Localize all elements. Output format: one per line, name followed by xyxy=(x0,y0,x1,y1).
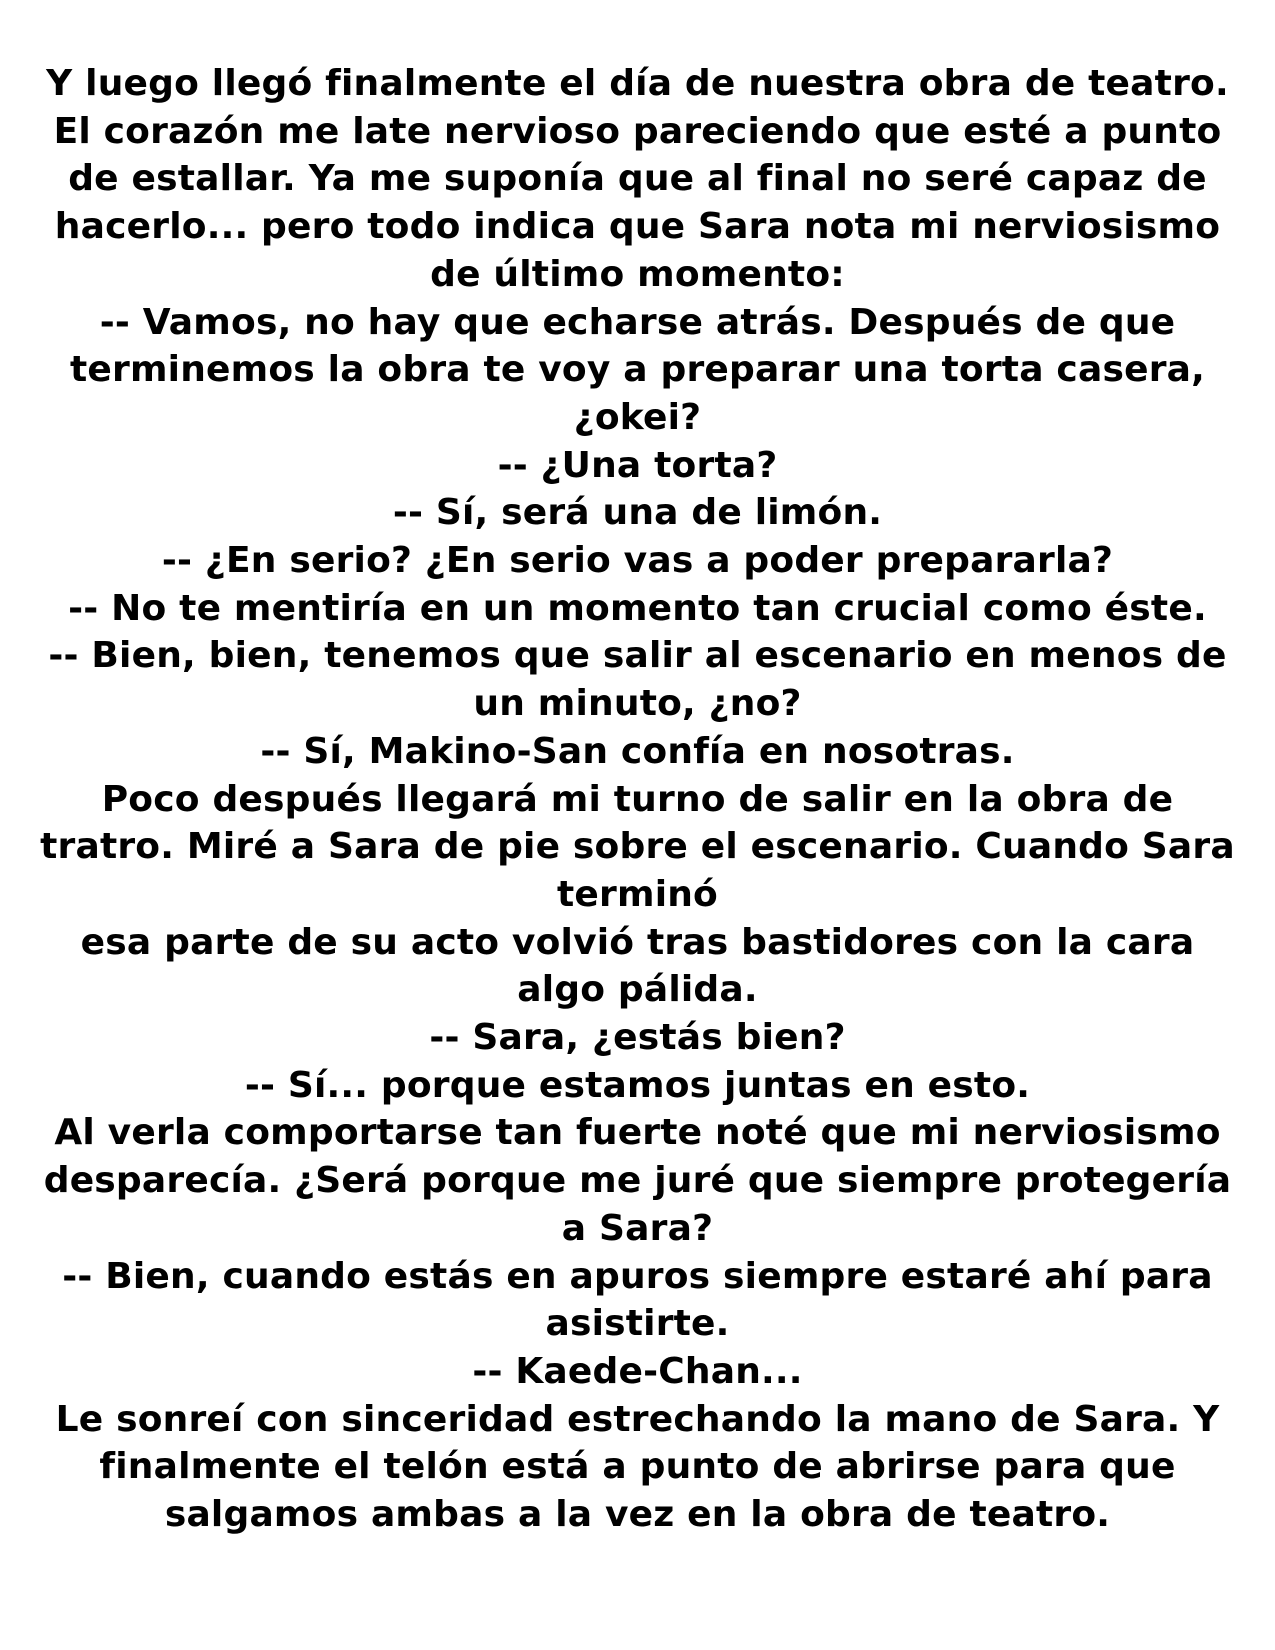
text-line: terminó xyxy=(557,873,718,915)
text-line: Y luego llegó finalmente el día de nuestra obra de teatro. xyxy=(46,63,1229,104)
text-line: desparecía. ¿Será porque me juré que siempre protegería xyxy=(43,1160,1232,1202)
text-line: algo pálida. xyxy=(517,969,758,1011)
text-line: esa parte de su acto volvió tras bastidores con la cara xyxy=(80,921,1195,963)
dialogue-line: -- Sara, ¿estás bien? xyxy=(429,1017,846,1059)
text-line: de último momento: xyxy=(430,253,845,295)
dialogue-line: -- Bien, bien, tenemos que salir al escenario en menos de xyxy=(48,635,1227,677)
text-line: finalmente el telón está a punto de abrirse para que xyxy=(99,1446,1176,1488)
dialogue-line: -- No te mentiría en un momento tan crucial como éste. xyxy=(68,587,1207,629)
dialogue-line: ¿okei? xyxy=(573,396,702,438)
text-line: hacerlo... pero todo indica que Sara nota mi nerviosismo xyxy=(54,206,1221,248)
dialogue-line: -- ¿Una torta? xyxy=(497,444,778,486)
text-line: de estallar. Ya me suponía que al final no seré capaz de xyxy=(68,158,1207,200)
text-line: Al verla comportarse tan fuerte noté que mi nerviosismo xyxy=(54,1112,1221,1154)
dialogue-line: -- Bien, cuando estás en apuros siempre estaré ahí para xyxy=(62,1255,1213,1297)
dialogue-line: asistirte. xyxy=(545,1303,730,1345)
text-line: tratro. Miré a Sara de pie sobre el escenario. Cuando Sara xyxy=(40,826,1235,868)
text-line: El corazón me late nervioso pareciendo que esté a punto xyxy=(53,110,1222,152)
text-line: Le sonreí con sinceridad estrechando la mano de Sara. Y xyxy=(55,1398,1220,1440)
document-page xyxy=(0,60,1275,1539)
text-line: a Sara? xyxy=(561,1207,714,1249)
dialogue-line: terminemos la obra te voy a preparar una torta casera, xyxy=(69,349,1206,391)
dialogue-line: -- Sí... porque estamos juntas en esto. xyxy=(244,1064,1031,1106)
dialogue-line: -- Sí, será una de limón. xyxy=(392,492,883,534)
text-line: Poco después llegará mi turno de salir en la obra de xyxy=(101,778,1174,820)
dialogue-line: -- Vamos, no hay que echarse atrás. Después de que xyxy=(99,301,1176,343)
dialogue-line: un minuto, ¿no? xyxy=(473,683,802,725)
dialogue-line: -- ¿En serio? ¿En serio vas a poder prepararla? xyxy=(161,540,1114,582)
dialogue-line: -- Sí, Makino-San confía en nosotras. xyxy=(260,730,1015,772)
text-line: salgamos ambas a la vez en la obra de teatro. xyxy=(164,1494,1111,1536)
dialogue-line: -- Kaede-Chan... xyxy=(472,1350,803,1392)
